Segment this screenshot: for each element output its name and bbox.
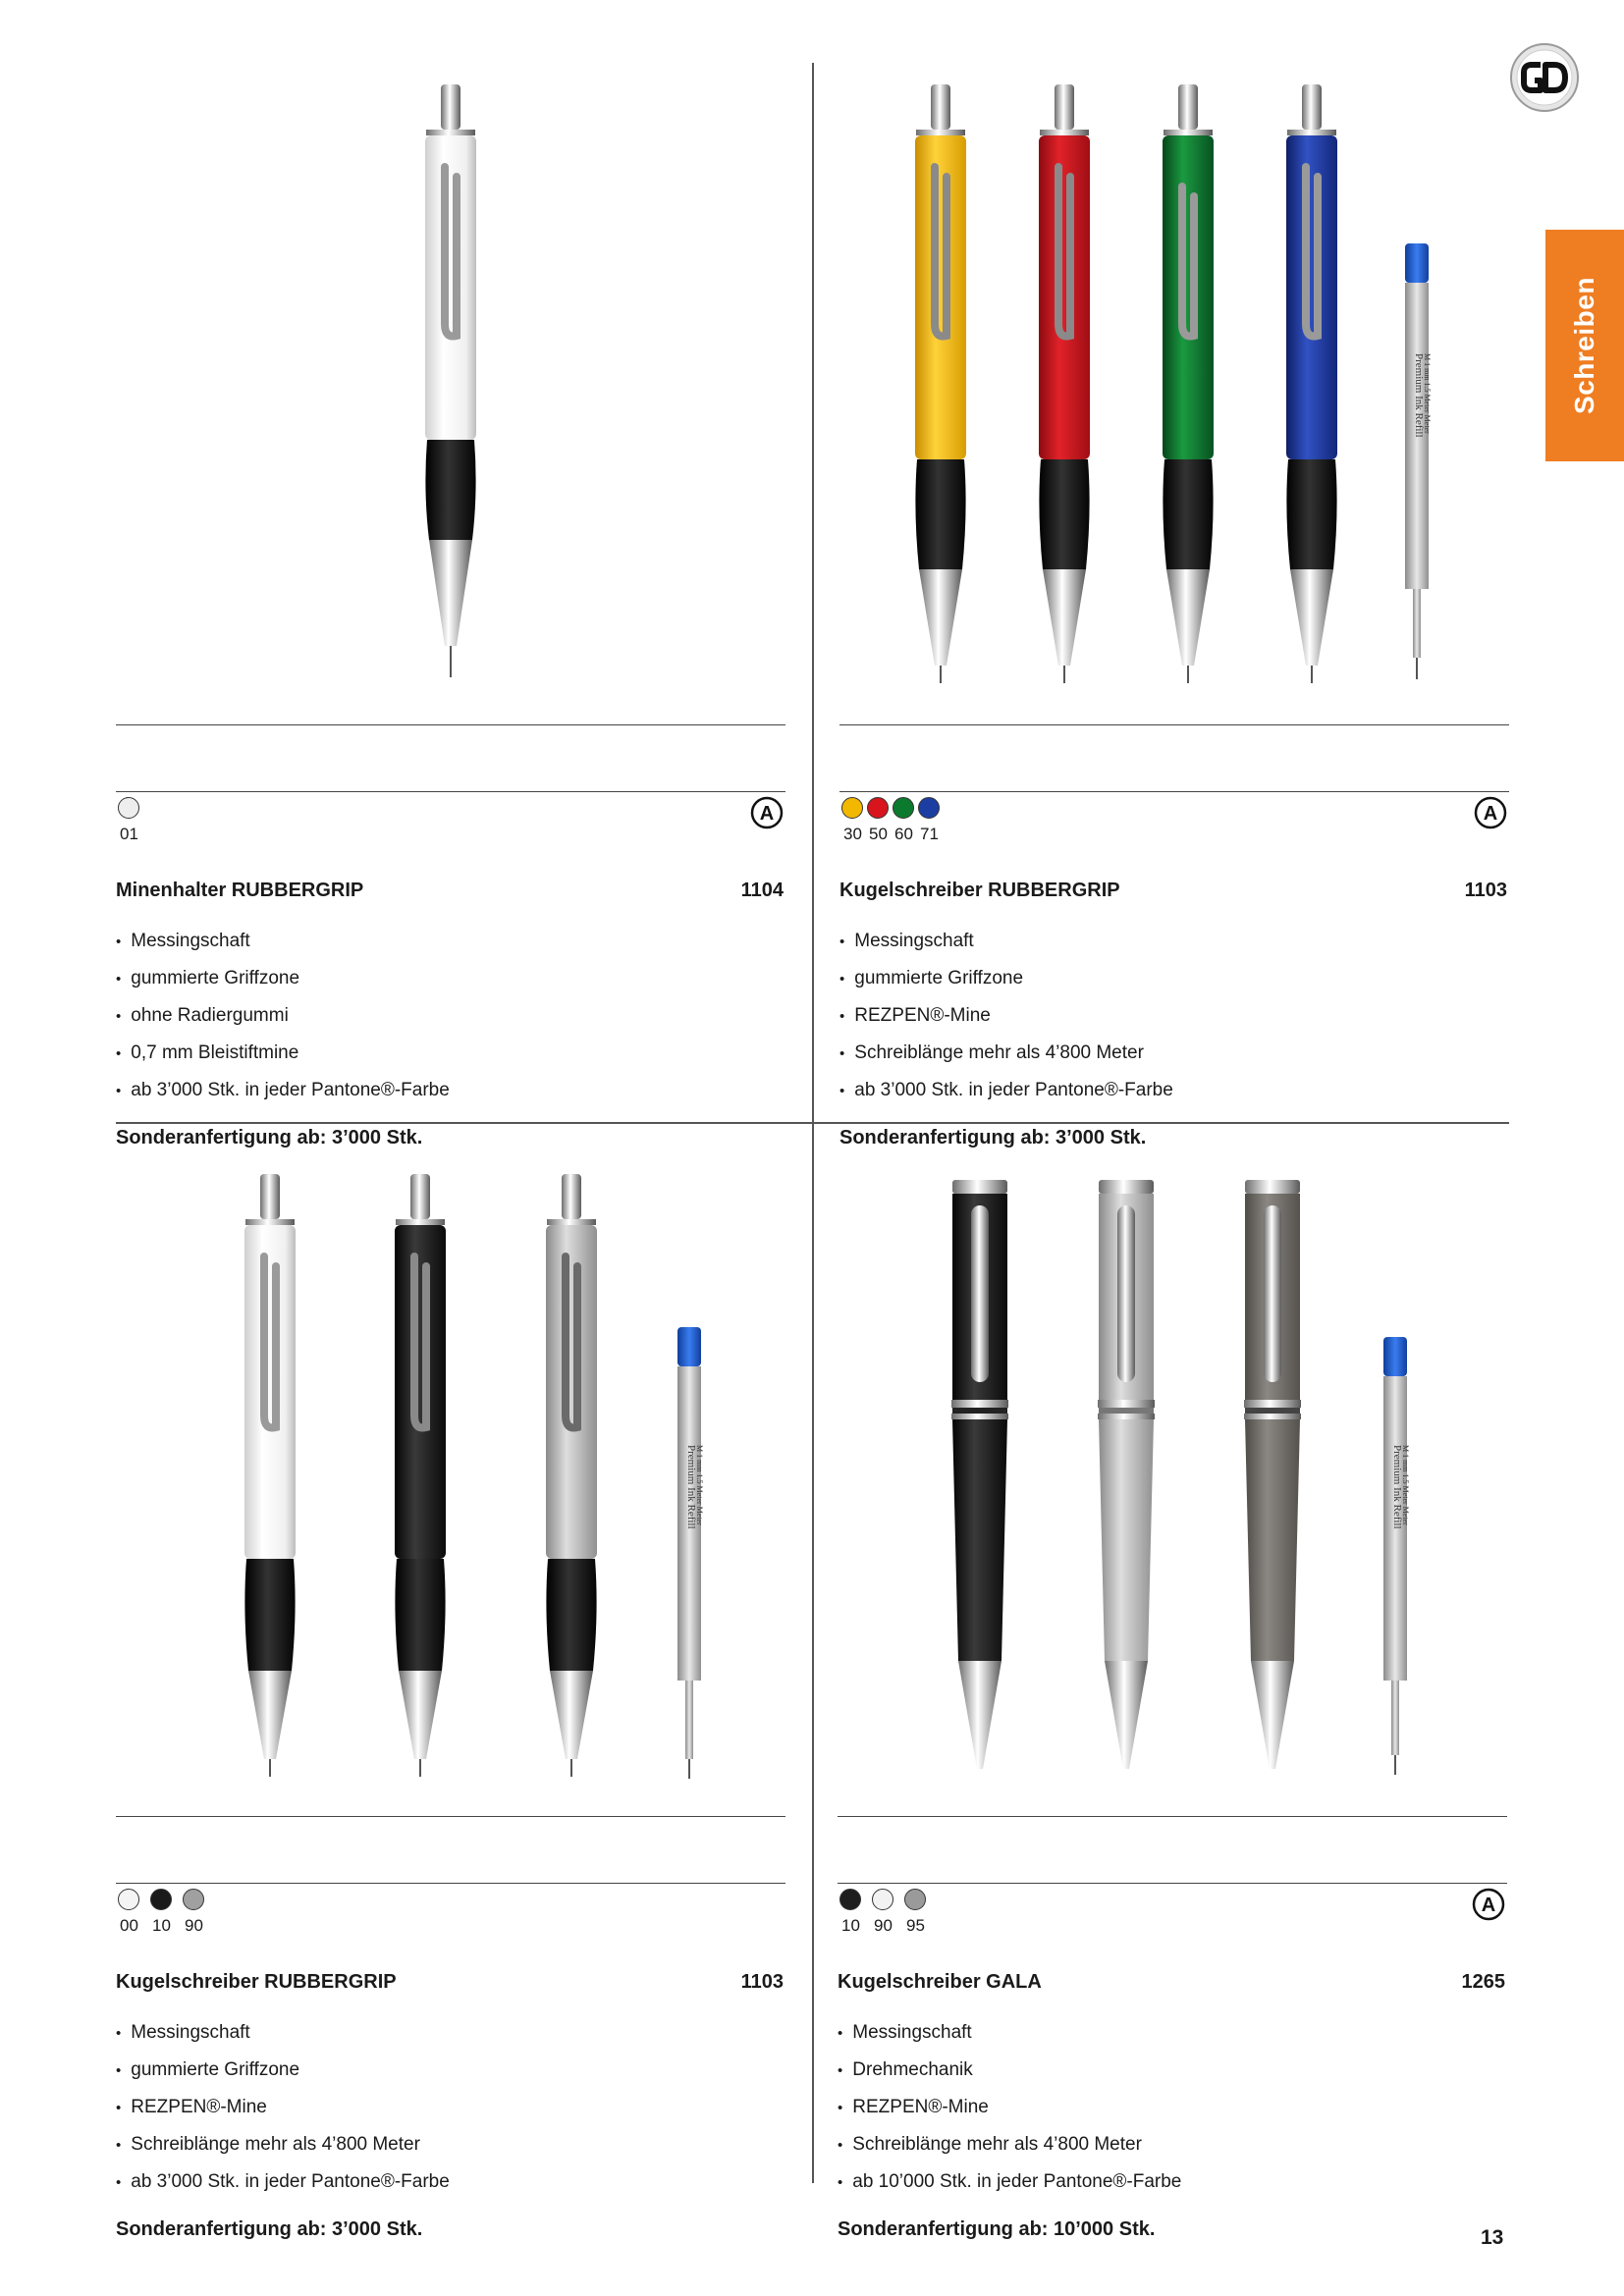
color-dot-90 bbox=[872, 1889, 893, 1910]
feature-item: • 0,7 mm Bleistiftmine bbox=[116, 1040, 450, 1077]
special-order: Sonderanfertigung ab: 3’000 Stk. bbox=[839, 1127, 1147, 1148]
color-code: 00 bbox=[120, 1916, 138, 1935]
product-photo bbox=[116, 59, 785, 717]
product-panel-1103-colors bbox=[839, 59, 1509, 1148]
feature-item: • REZPEN®-Mine bbox=[838, 2094, 1181, 2131]
feature-item: • REZPEN®-Mine bbox=[116, 2094, 450, 2131]
pen-green bbox=[1163, 84, 1214, 683]
a-badge-icon bbox=[1472, 1888, 1505, 1921]
pen-white bbox=[244, 1174, 296, 1777]
article-number: 1103 bbox=[740, 1971, 784, 1993]
refill bbox=[677, 1327, 704, 1779]
color-code: 30 bbox=[843, 825, 862, 843]
feature-item: • gummierte Griffzone bbox=[116, 2056, 450, 2094]
color-dot-30 bbox=[841, 797, 863, 819]
feature-list bbox=[839, 928, 1173, 1114]
feature-item: • Messingschaft bbox=[116, 2019, 450, 2056]
svg-text:Premium Ink Refill: Premium Ink Refill bbox=[1391, 1445, 1403, 1529]
svg-text:A: A bbox=[759, 803, 775, 825]
color-dot-71 bbox=[918, 797, 940, 819]
feature-item: • Drehmechanik bbox=[838, 2056, 1181, 2094]
feature-item: • Messingschaft bbox=[838, 2019, 1181, 2056]
color-dot-00 bbox=[118, 1889, 139, 1910]
color-dot-90 bbox=[183, 1889, 204, 1910]
color-dot bbox=[118, 797, 139, 819]
pen-gala-silver bbox=[1098, 1180, 1155, 1769]
product-panel-1103-classic bbox=[116, 1150, 785, 2240]
feature-item: • Schreiblänge mehr als 4’800 Meter bbox=[838, 2131, 1181, 2168]
product-panel-1104 bbox=[116, 59, 785, 1148]
feature-item: • Messingschaft bbox=[839, 928, 1173, 965]
feature-item: • REZPEN®-Mine bbox=[839, 1002, 1173, 1040]
feature-list bbox=[116, 928, 450, 1114]
color-code: 10 bbox=[841, 1916, 860, 1935]
rule-mid bbox=[116, 791, 785, 792]
feature-item: • Messingschaft bbox=[116, 928, 450, 965]
color-code: 95 bbox=[906, 1916, 925, 1935]
svg-text:Premium Ink Refill: Premium Ink Refill bbox=[1413, 353, 1425, 438]
feature-item: • ab 3’000 Stk. in jeder Pantone®-Farbe bbox=[839, 1077, 1173, 1114]
feature-item: • ab 3’000 Stk. in jeder Pantone®-Farbe bbox=[116, 1077, 450, 1114]
rule-mid bbox=[116, 1883, 785, 1884]
product-photo bbox=[116, 1150, 785, 1808]
svg-text:Premium Ink Refill: Premium Ink Refill bbox=[685, 1445, 697, 1529]
pen-silver bbox=[546, 1174, 597, 1777]
feature-item: • gummierte Griffzone bbox=[839, 965, 1173, 1002]
special-order: Sonderanfertigung ab: 3’000 Stk. bbox=[116, 1127, 423, 1148]
section-tab[interactable] bbox=[1545, 230, 1624, 461]
special-order: Sonderanfertigung ab: 10’000 Stk. bbox=[838, 2218, 1156, 2240]
product-name: Kugelschreiber GALA bbox=[838, 1971, 1042, 1993]
pen-black bbox=[395, 1174, 446, 1777]
color-code: 01 bbox=[120, 825, 138, 843]
product-name: Minenhalter RUBBERGRIP bbox=[116, 880, 364, 901]
svg-text:A: A bbox=[1481, 1895, 1496, 1916]
a-badge-icon bbox=[1474, 796, 1507, 829]
rule-top bbox=[116, 1816, 785, 1817]
refill bbox=[1383, 1337, 1410, 1775]
color-code: 71 bbox=[920, 825, 939, 843]
pen-red bbox=[1039, 84, 1090, 683]
pen-yellow bbox=[915, 84, 966, 683]
horizontal-divider bbox=[116, 1122, 1509, 1124]
article-number: 1104 bbox=[740, 880, 784, 901]
product-name: Kugelschreiber RUBBERGRIP bbox=[116, 1971, 397, 1993]
color-code: 60 bbox=[894, 825, 913, 843]
article-number: 1103 bbox=[1464, 880, 1507, 901]
pen-blue bbox=[1286, 84, 1337, 683]
pen-gala-titan bbox=[1244, 1180, 1301, 1769]
rule-mid bbox=[838, 1883, 1507, 1884]
feature-list bbox=[116, 2019, 450, 2206]
refill bbox=[1405, 243, 1432, 679]
page-number: 13 bbox=[1481, 2226, 1504, 2249]
product-photo bbox=[838, 1150, 1507, 1808]
rule-top bbox=[838, 1816, 1507, 1817]
svg-text:M 1 mm 1.5 Meter Meter: M 1 mm 1.5 Meter Meter bbox=[1401, 1445, 1410, 1525]
color-dot-10 bbox=[839, 1889, 861, 1910]
rule-mid bbox=[839, 791, 1509, 792]
article-number: 1265 bbox=[1461, 1971, 1505, 1993]
svg-text:M 1 mm 1.5 Meter Meter: M 1 mm 1.5 Meter Meter bbox=[695, 1445, 704, 1525]
color-code: 90 bbox=[874, 1916, 893, 1935]
svg-text:A: A bbox=[1483, 803, 1498, 825]
feature-list bbox=[838, 2019, 1181, 2206]
color-dot-10 bbox=[150, 1889, 172, 1910]
product-photo bbox=[839, 59, 1509, 717]
color-dot-50 bbox=[867, 797, 889, 819]
feature-item: • Schreiblänge mehr als 4’800 Meter bbox=[839, 1040, 1173, 1077]
color-dot-60 bbox=[893, 797, 914, 819]
feature-item: • ab 3’000 Stk. in jeder Pantone®-Farbe bbox=[116, 2168, 450, 2206]
pen-gala-black bbox=[951, 1180, 1008, 1769]
color-code: 90 bbox=[185, 1916, 203, 1935]
feature-item: • Schreiblänge mehr als 4’800 Meter bbox=[116, 2131, 450, 2168]
product-name: Kugelschreiber RUBBERGRIP bbox=[839, 880, 1120, 901]
feature-item: • ab 10’000 Stk. in jeder Pantone®-Farbe bbox=[838, 2168, 1181, 2206]
a-badge-icon bbox=[750, 796, 784, 829]
rule-top bbox=[116, 724, 785, 725]
special-order: Sonderanfertigung ab: 3’000 Stk. bbox=[116, 2218, 423, 2240]
section-tab-label: Schreiben bbox=[1569, 277, 1599, 414]
feature-item: • gummierte Griffzone bbox=[116, 965, 450, 1002]
color-code: 50 bbox=[869, 825, 888, 843]
svg-text:M 1 mm 1.5 Meter Meter: M 1 mm 1.5 Meter Meter bbox=[1423, 353, 1432, 434]
rule-top bbox=[839, 724, 1509, 725]
company-logo bbox=[1508, 41, 1581, 114]
pen-white-pencil bbox=[425, 84, 476, 677]
feature-item: • ohne Radiergummi bbox=[116, 1002, 450, 1040]
color-code: 10 bbox=[152, 1916, 171, 1935]
color-dot-95 bbox=[904, 1889, 926, 1910]
